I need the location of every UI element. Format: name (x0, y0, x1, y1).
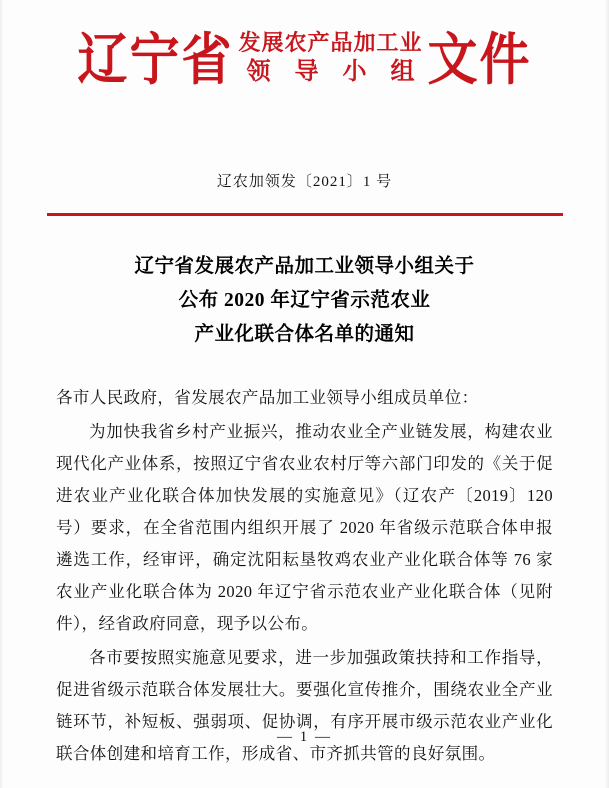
red-divider-rule (47, 213, 563, 216)
masthead-suffix: 文件 (427, 28, 532, 92)
masthead-province: 辽宁省 (77, 28, 234, 92)
page-title (62, 250, 547, 352)
page-number: — 1 — (277, 729, 332, 745)
document-number: 辽农加领发〔2021〕1 号 (216, 174, 393, 190)
masthead-stack-top: 发展农产品加工业 (238, 30, 423, 55)
masthead-inner (78, 30, 532, 90)
salutation: 各市人民政府，省发展农产品加工业领导小组成员单位： (56, 387, 479, 407)
title-line-3: 产业化联合体名单的通知 (194, 323, 415, 345)
masthead-stacked-text (238, 32, 424, 84)
masthead-stack-bottom: 领 导 小 组 (246, 59, 424, 85)
title-line-2: 公布 2020 年辽宁省示范农业 (178, 289, 431, 311)
body-paragraph-2: 各市要按照实施意见要求，进一步加强政策扶持和工作指导，促进省级示范联合体发展壮大。要强化宣传推介，围绕农业全产业链环节，补短板、强弱项、促协调，有序开展市级示范农业产业化联合体创建和培育工作，形成省、市齐抓共管的良好氛围。 (56, 647, 553, 763)
masthead (0, 0, 609, 126)
title-line-1: 辽宁省发展农产品加工业领导小组关于 (134, 255, 475, 277)
document-body (56, 382, 553, 770)
body-paragraph-1: 为加快我省乡村产业振兴，推动农业全产业链发展，构建农业现代化产业体系，按照辽宁省农业农村厅等六部门印发的《关于促进农业产业化联合体加快发展的实施意见》（辽农产〔2019〕120 号）要求，在全省范围内组织开展了 2020 年省级示范联合体申报遴选工作，经审评，确定沈阳耘垦牧鸡农业产业化联合体等 76 家农业产业化联合体为 2020 年辽宁省示范农业产业化联合体（见附件），经省政府同意，现予以公布。 (56, 421, 553, 633)
